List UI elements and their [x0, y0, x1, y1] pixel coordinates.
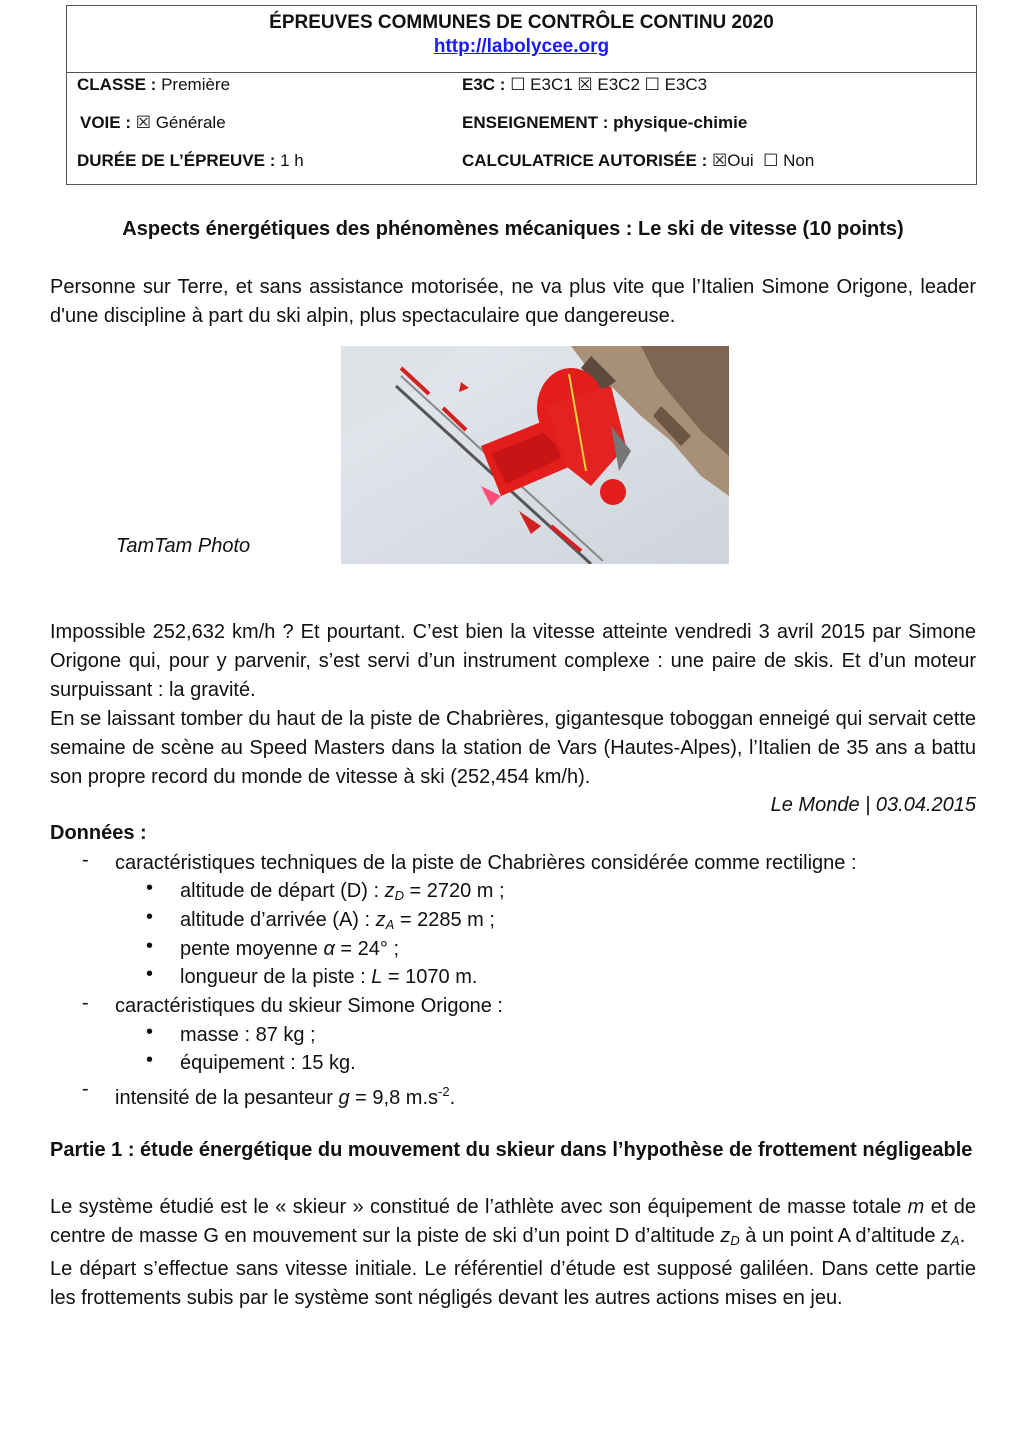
calculatrice-value: ☒Oui ☐ Non: [711, 151, 815, 170]
skieur-label: caractéristiques du skieur Simone Origone :: [115, 995, 503, 1017]
masse-skieur: masse : 87 kg ;: [180, 1024, 316, 1046]
article-source: Le Monde | 03.04.2015: [770, 794, 976, 816]
longueur-piste: longueur de la piste : L = 1070 m.: [180, 966, 478, 988]
exam-header: [66, 5, 977, 185]
voie-value: ☒ Générale: [135, 113, 226, 132]
enseignement-label: ENSEIGNEMENT :: [462, 113, 609, 132]
bullet-marker: •: [146, 963, 154, 985]
speed-skier-illustration: [341, 346, 729, 564]
masse-equipement: équipement : 15 kg.: [180, 1052, 356, 1074]
e3c-value: ☐ E3C1 ☒ E3C2 ☐ E3C3: [510, 75, 708, 94]
dash-marker: -: [82, 992, 89, 1014]
bullet-marker: •: [146, 877, 154, 899]
skier-photo: [341, 346, 729, 564]
voie-label: VOIE :: [80, 113, 132, 132]
bullet-marker: •: [146, 1049, 154, 1071]
exam-title: ÉPREUVES COMMUNES DE CONTRÔLE CONTINU 2020: [269, 12, 774, 33]
partie1-heading: Partie 1 : étude énergétique du mouvement du skieur dans l’hypothèse de frottement négligeable: [50, 1139, 973, 1161]
classe-label: CLASSE :: [77, 75, 157, 94]
photo-caption: TamTam Photo: [116, 535, 251, 557]
altitude-depart: altitude de départ (D) : $z_D = 2720$ m ;: [180, 880, 505, 903]
duree-label: DURÉE DE L’ÉPREUVE :: [77, 151, 276, 170]
piste-label: caractéristiques techniques de la piste de Chabrières considérée comme rectiligne :: [115, 852, 857, 874]
intro-text: Personne sur Terre, et sans assistance motorisée, ne va plus vite que l’Italien Simone Origone, leader d'une discipline à part du ski alpin, plus spectaculaire que dangereuse.: [50, 276, 976, 327]
pente-moyenne: pente moyenne α = 24° ;: [180, 938, 399, 960]
dash-marker: -: [82, 1078, 89, 1100]
article-text-1: Impossible 252,632 km/h ? Et pourtant. C’est bien la vitesse atteinte vendredi 3 avril 2015 par Simone Origone qui, pour y parvenir, s’est servi d’un instrument complexe : une paire de skis. Et d’un moteur surpuissant : la gravité.: [50, 621, 976, 701]
classe-value: Première: [161, 75, 231, 94]
header-top: [67, 6, 976, 73]
article-text-2: En se laissant tomber du haut de la piste de Chabrières, gigantesque toboggan enneigé qui servait cette semaine de scène au Speed Masters dans la station de Vars (Hautes-Alpes), l’Italien de 35 ans a battu son propre record du monde de vitesse à ski (252,454 km/h).: [50, 708, 976, 788]
altitude-arrivee: altitude d’arrivée (A) : $z_A = 2285$ m ;: [180, 909, 495, 932]
labolycee-link[interactable]: http://labolycee.org: [433, 36, 610, 57]
intro-paragraph: [50, 273, 976, 331]
partie1-text-2: Le départ s’effectue sans vitesse initiale. Le référentiel d’étude est supposé galiléen. Dans cette partie les frottements subis par le système sont négligés devant les autres actions mises en jeu.: [50, 1258, 976, 1309]
enseignement-value: physique-chimie: [613, 113, 748, 132]
e3c-label: E3C :: [462, 75, 506, 94]
article-paragraph: [50, 618, 976, 792]
dash-marker: -: [82, 849, 89, 871]
duree-value: 1 h: [280, 151, 304, 170]
bullet-marker: •: [146, 906, 154, 928]
partie1-paragraph: [50, 1193, 976, 1313]
calculatrice-label: CALCULATRICE AUTORISÉE :: [462, 151, 708, 170]
bullet-marker: •: [146, 1021, 154, 1043]
partie1-text-1: Le système étudié est le « skieur » constitué de l’athlète avec son équipement de masse totale m et de centre de masse G en mouvement sur la piste de ski d’un point D d’altitude $z_D$ à un point A d’altitude $z_A$.: [50, 1196, 976, 1248]
bullet-marker: •: [146, 935, 154, 957]
intensite-pesanteur: intensité de la pesanteur g = 9,8 $m.s^{-2}$.: [115, 1084, 456, 1109]
exercise-title: Aspects énergétiques des phénomènes mécaniques : Le ski de vitesse (10 points): [122, 218, 904, 240]
donnees-heading: Données :: [50, 822, 147, 844]
